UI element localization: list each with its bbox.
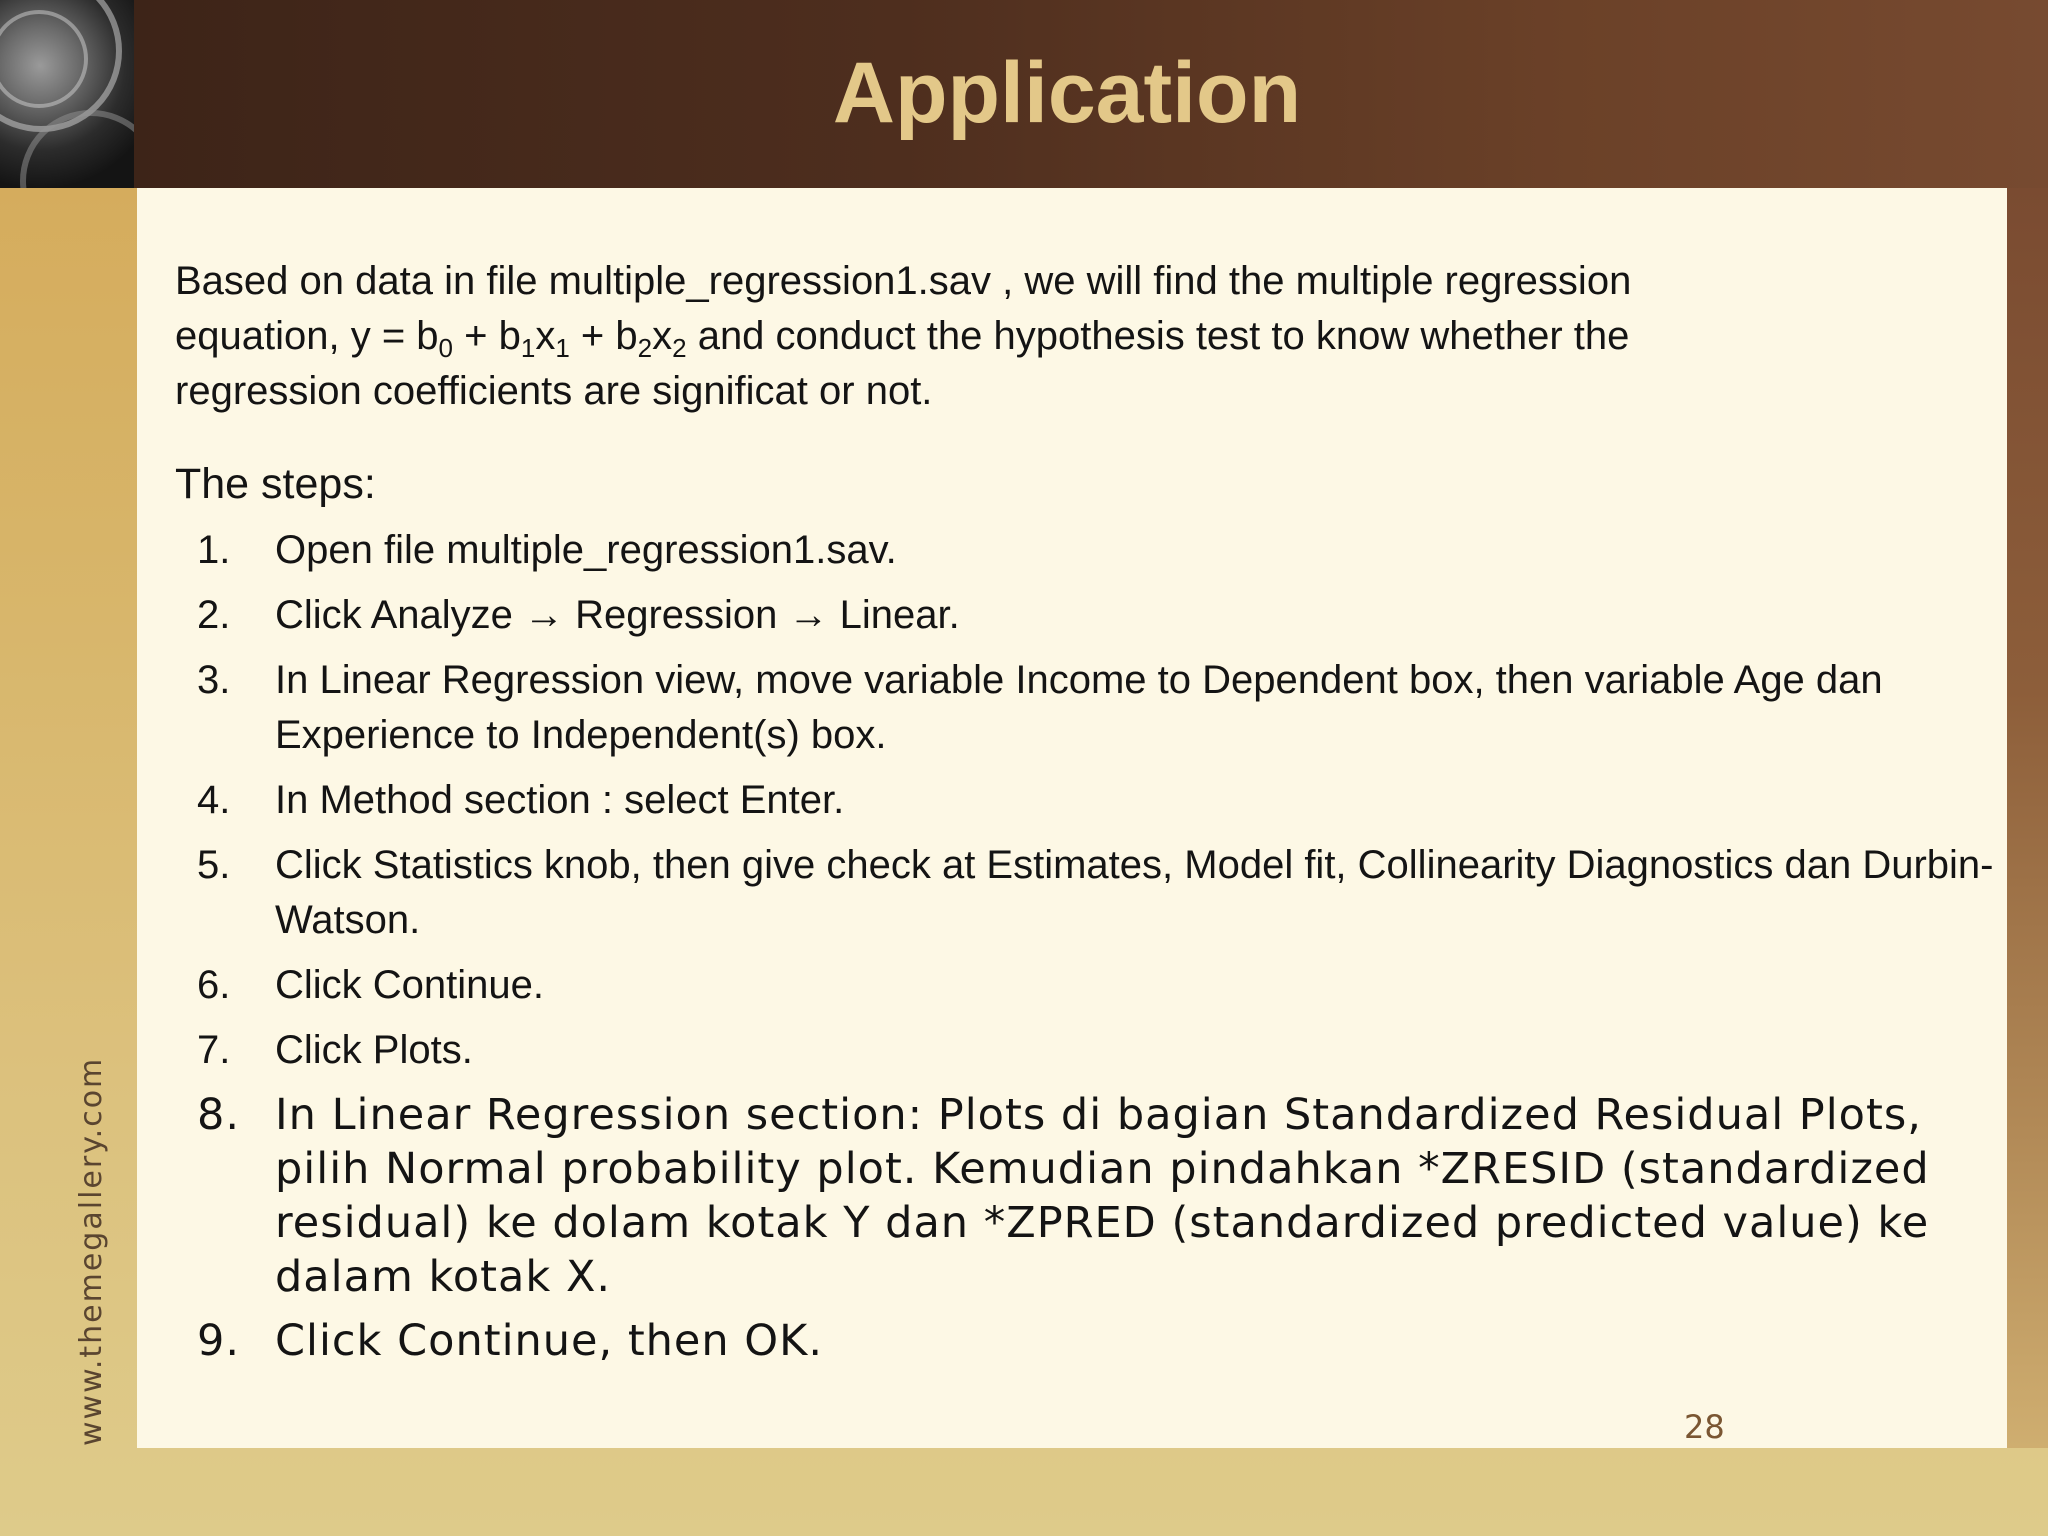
- steps-list: [137, 523, 1997, 1378]
- step-item: [137, 773, 1997, 828]
- step-number: 7.: [197, 1028, 231, 1072]
- equation-text: equation, y = b: [175, 314, 439, 358]
- steps-label: The steps:: [175, 460, 376, 508]
- step-item: [137, 958, 1997, 1013]
- step-item: [137, 523, 1997, 578]
- content-panel: [137, 188, 2007, 1448]
- step-number: 4.: [197, 778, 231, 822]
- step-item: [137, 838, 1997, 948]
- step-item: [137, 588, 1997, 643]
- step-item: [137, 653, 1997, 763]
- step-text: In Linear Regression view, move variable Income to Dependent box, then variable Age dan Experience to Independent(s) box.: [275, 658, 1883, 757]
- step-text: Click Plots.: [275, 1028, 473, 1072]
- subscript: 1: [555, 333, 570, 363]
- subscript: 0: [438, 333, 454, 363]
- step-text: Click Statistics knob, then give check at Estimates, Model fit, Collinearity Diagnostics dan Durbin-Watson.: [275, 843, 1994, 942]
- step-text: Click Analyze → Regression → Linear.: [275, 593, 960, 637]
- step-item: [137, 1314, 1997, 1368]
- step-number: 6.: [197, 963, 231, 1007]
- step-text: Click Continue.: [275, 963, 545, 1007]
- equation-text: x: [535, 314, 556, 358]
- intro-line: Based on data in file multiple_regression1.sav , we will find the multiple regression: [175, 259, 1632, 303]
- subscript: 2: [637, 333, 653, 363]
- step-text: In Method section : select Enter.: [275, 778, 845, 822]
- step-number: 9.: [197, 1316, 241, 1366]
- step-text: In Linear Regression section: Plots di bagian Standardized Residual Plots, pilih Normal probability plot. Kemudian pindahkan *ZRESID (standardized residual) ke dolam kotak Y dan *ZPRED (standardized predicted value) ke dalam kotak X.: [275, 1090, 1930, 1302]
- page-number: 28: [1684, 1408, 1725, 1446]
- step-item: [137, 1023, 1997, 1078]
- step-number: 5.: [197, 843, 231, 887]
- equation-text: + b: [453, 314, 521, 358]
- equation-text: + b: [569, 314, 638, 358]
- intro-equation-line: [175, 309, 1975, 364]
- step-number: 8.: [197, 1090, 241, 1140]
- website-watermark: www.themegallery.com: [74, 1056, 109, 1446]
- step-item: [137, 1088, 1997, 1304]
- equation-text: and conduct the hypothesis test to know whether the: [686, 314, 1630, 358]
- slide-title: Application: [832, 45, 1302, 141]
- subscript: 2: [672, 333, 687, 363]
- step-number: 3.: [197, 658, 231, 702]
- intro-paragraph: [175, 254, 1975, 419]
- corner-photo: [0, 0, 134, 188]
- step-text: Open file multiple_regression1.sav.: [275, 528, 897, 572]
- subscript: 1: [520, 333, 536, 363]
- step-number: 2.: [197, 593, 231, 637]
- step-text: Click Continue, then OK.: [275, 1316, 824, 1366]
- intro-line: regression coefficients are significat or not.: [175, 369, 933, 413]
- right-accent-strip: [2007, 188, 2048, 1448]
- step-number: 1.: [197, 528, 231, 572]
- equation-text: x: [652, 314, 673, 358]
